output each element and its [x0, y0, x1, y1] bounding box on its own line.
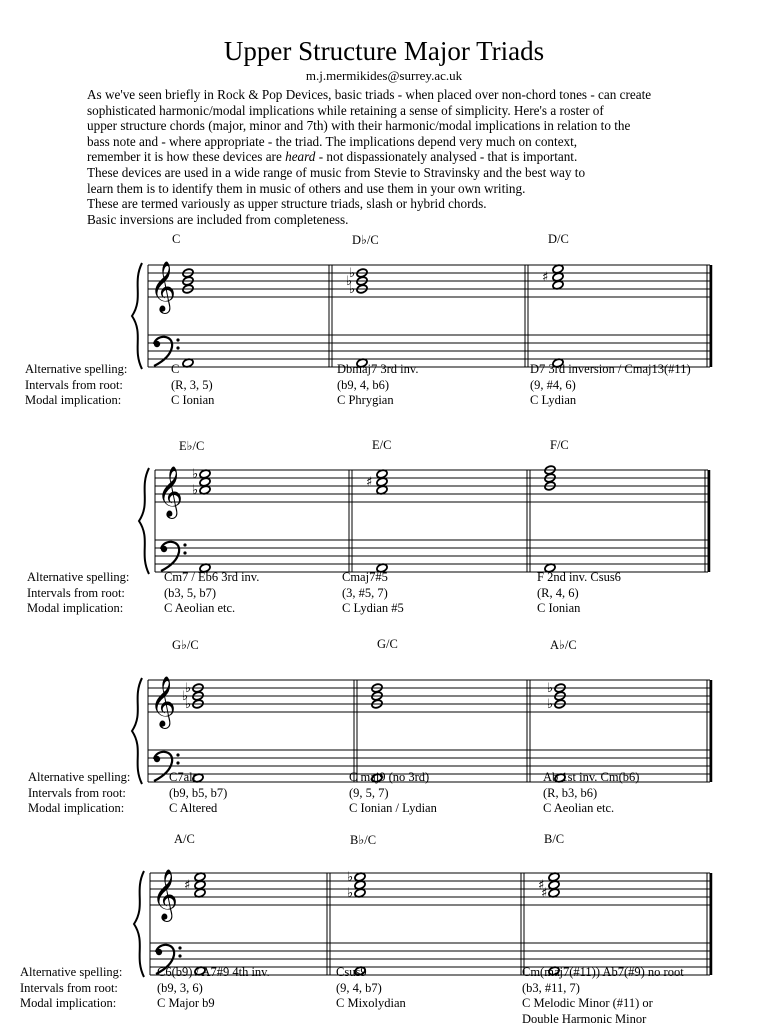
flat-sign: ♭: [182, 689, 188, 704]
intro-line: bass note and - where appropriate - the triad. The implications depend very much on context,: [87, 134, 767, 150]
flat-sign: ♭: [349, 266, 355, 281]
sharp-sign: ♯: [538, 878, 544, 893]
chord-symbol: E♭/C: [179, 438, 204, 454]
chord-spelling: Cm(maj7(#11)) Ab7(#9) no root: [522, 965, 684, 981]
chord-symbol: D♭/C: [352, 232, 379, 248]
chord-intervals: (3, #5, 7): [342, 586, 404, 602]
chord-modal: C Mixolydian: [336, 996, 406, 1012]
chord-symbol: A/C: [174, 832, 195, 847]
bass-clef-dot: [178, 954, 181, 957]
intro-line: remember it is how these devices are heard - not dispassionately analysed - that is important.: [87, 149, 767, 165]
chord-intervals: (b9, 4, b6): [337, 378, 418, 394]
chord-modal: C Aeolian etc.: [164, 601, 259, 617]
sharp-sign: ♯: [366, 475, 372, 490]
intro-line: These are termed variously as upper structure triads, slash or hybrid chords.: [87, 196, 767, 212]
row-label: Intervals from root:: [25, 378, 127, 394]
flat-sign: ♭: [192, 467, 198, 482]
chord-spelling: Cmaj7#5: [342, 570, 404, 586]
treble-clef-icon: 𝄞: [150, 676, 176, 729]
flat-sign: ♭: [347, 886, 353, 901]
chord-modal: C Phrygian: [337, 393, 418, 409]
bass-clef-dot: [156, 949, 162, 955]
chord-spelling: Ab 1st inv. Cm(b6): [543, 770, 639, 786]
bass-clef-dot: [178, 946, 181, 949]
row-label: Intervals from root:: [27, 586, 129, 602]
author-email: m.j.mermikides@surrey.ac.uk: [0, 68, 768, 84]
intro-line: sophisticated harmonic/modal implications while retaining a sense of simplicity. Here's a roster of: [87, 103, 767, 119]
chord-spelling: D7 3rd inversion / Cmaj13(#11): [530, 362, 691, 378]
chord-spelling: Dbmaj7 3rd inv.: [337, 362, 418, 378]
row-label: Alternative spelling:: [27, 570, 129, 586]
chord-modal: C Melodic Minor (#11) or: [522, 996, 684, 1012]
chord-spelling: Csus9: [336, 965, 406, 981]
flat-sign: ♭: [547, 697, 553, 712]
chord-description: [157, 965, 270, 1012]
intro-line: These devices are used in a wide range of music from Stevie to Stravinsky and the best way to: [87, 165, 767, 181]
emphasis-text: heard: [285, 149, 315, 164]
row-label: Modal implication:: [20, 996, 122, 1012]
chord-spelling: Cm7 / Eb6 3rd inv.: [164, 570, 259, 586]
row-label: Modal implication:: [25, 393, 127, 409]
chord-symbol: G/C: [377, 637, 398, 652]
chord-intervals: (b9, 3, 6): [157, 981, 270, 997]
intro-line: learn them is to identify them in music of others and use them in your own writing.: [87, 181, 767, 197]
chord-spelling: C: [171, 362, 214, 378]
row-label: Intervals from root:: [20, 981, 122, 997]
sharp-sign: ♯: [542, 270, 548, 285]
chord-modal: C Major b9: [157, 996, 270, 1012]
chord-intervals: (R, b3, b6): [543, 786, 639, 802]
chord-spelling: C6(b9) / A7#9 4th inv.: [157, 965, 270, 981]
chord-intervals: (b3, #11, 7): [522, 981, 684, 997]
chord-symbol: D/C: [548, 232, 569, 247]
chord-description: [522, 965, 684, 1027]
chord-intervals: (b9, b5, b7): [169, 786, 227, 802]
brace: [134, 871, 144, 977]
flat-sign: ♭: [349, 282, 355, 297]
treble-clef-icon: 𝄞: [150, 261, 176, 314]
chord-symbol: G♭/C: [172, 637, 199, 653]
sharp-sign: ♯: [184, 878, 190, 893]
chord-symbol: B/C: [544, 832, 564, 847]
flat-sign: ♭: [547, 681, 553, 696]
chord-symbol: B♭/C: [350, 832, 376, 848]
flat-sign: ♭: [185, 681, 191, 696]
row-label: Intervals from root:: [28, 786, 130, 802]
row-label: Modal implication:: [27, 601, 129, 617]
chord-spelling: F 2nd inv. Csus6: [537, 570, 621, 586]
chord-modal: C Ionian: [171, 393, 214, 409]
chord-modal: C Ionian: [537, 601, 621, 617]
flat-sign: ♭: [185, 697, 191, 712]
row-label: Alternative spelling:: [25, 362, 127, 378]
chord-symbol: A♭/C: [550, 637, 577, 653]
intro-line: Basic inversions are included from completeness.: [87, 212, 767, 228]
chord-intervals: (b3, 5, b7): [164, 586, 259, 602]
chord-description: [336, 965, 406, 1012]
chord-modal: C Ionian / Lydian: [349, 801, 437, 817]
treble-clef-icon: 𝄞: [152, 869, 178, 922]
row-label: Alternative spelling:: [20, 965, 122, 981]
chord-modal: C Altered: [169, 801, 227, 817]
chord-symbol: F/C: [550, 438, 569, 453]
page-title: Upper Structure Major Triads: [0, 34, 768, 68]
row-label: Modal implication:: [28, 801, 130, 817]
chord-modal: C Lydian #5: [342, 601, 404, 617]
chord-intervals: (R, 4, 6): [537, 586, 621, 602]
treble-clef-icon: 𝄞: [157, 466, 183, 519]
sharp-sign: ♯: [541, 886, 547, 901]
intro-line: As we've seen briefly in Rock & Pop Devices, basic triads - when placed over non-chord tones - can create: [87, 87, 767, 103]
chord-intervals: (9, 5, 7): [349, 786, 437, 802]
intro-line: upper structure chords (major, minor and 7th) with their harmonic/modal implications in relation to the: [87, 118, 767, 134]
chord-modal: C Aeolian etc.: [543, 801, 639, 817]
chord-intervals: (R, 3, 5): [171, 378, 214, 394]
row-label: Alternative spelling:: [28, 770, 130, 786]
chord-intervals: (9, 4, b7): [336, 981, 406, 997]
flat-sign: ♭: [192, 483, 198, 498]
chord-modal: Double Harmonic Minor: [522, 1012, 684, 1027]
flat-sign: ♭: [346, 274, 352, 289]
chord-intervals: (9, #4, 6): [530, 378, 691, 394]
chord-modal: C Lydian: [530, 393, 691, 409]
chord-symbol: E/C: [372, 438, 391, 453]
flat-sign: ♭: [347, 870, 353, 885]
score-system: [0, 0, 768, 230]
chord-spelling: C7alt: [169, 770, 227, 786]
row-labels: [20, 965, 122, 1012]
chord-symbol: C: [172, 232, 180, 247]
chord-spelling: C maj9 (no 3rd): [349, 770, 437, 786]
